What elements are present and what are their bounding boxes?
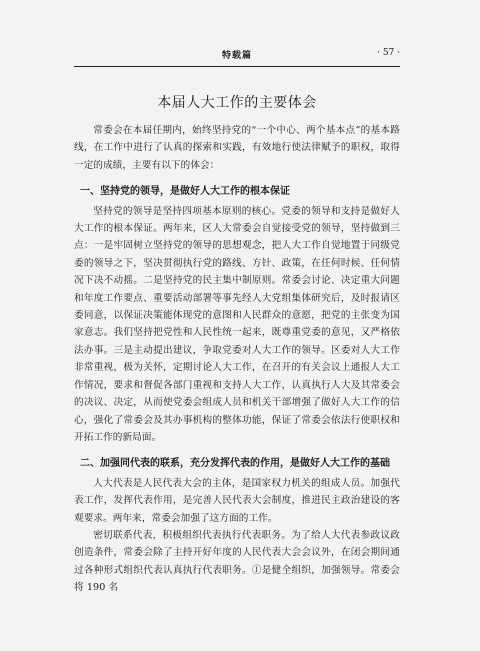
article-body — [74, 122, 400, 597]
section-heading-1: 一、坚持党的领导，是做好人大工作的根本保证 — [80, 186, 290, 198]
section-2-paragraph-1: 人大代表是人民代表大会的主体，是国家权力机关的组成人员。加强代表工作，发挥代表作用，是完善人民代表大会制度，推进民主政治建设的客观要求。两年来，常委会加强了这方面的工作。 — [74, 477, 400, 524]
section-2-paragraph-2: 密切联系代表，积极组织代表执行代表职务。为了给人大代表参政议政创造条件，常委会除了主持开好年度的人民代表大会会议外，在闭会期间通过各种形式组织代表认真执行代表职务。①是健全组织，加强领导。常委会将 190 名 — [74, 529, 400, 594]
section-1-paragraph: 坚持党的领导是坚持四项基本原则的核心。党委的领导和支持是做好人大工作的根本保证。两年来，区人大常委会自觉接受党的领导，坚持做到三点：一是牢固树立坚持党的领导的思想观念，把人大工作自觉地置于同级党委的领导之下，坚决贯彻执行党的路线、方针、政策，在任何时候、任何情况下决不动摇。二是坚持党的民主集中制原则。常委会讨论、决定重大问题和年度工作要点、重要活动部署等事先经人大党组集体研究后，及时报请区委同意，以保证决策能体现党的意图和人民群众的意愿，把党的主张变为国家意志。我们坚持把党性和人民性统一起来，既尊重党委的意见，又严格依法办事。三是主动提出建议，争取党委对人大工作的领导。区委对人大工作非常重视，极为关怀，定期讨论人大工作，在召开的有关会议上通报人大工作情况，要求和督促各部门重视和支持人大工作，认真执行人大及其常委会的决议、决定，从而使党委会组成人员和机关干部增强了做好人大工作的信心，强化了常委会及其办事机构的整体功能，保证了常委会依法行使职权和开拓工作的新局面。 — [74, 205, 400, 443]
article-title: 本届人大工作的主要体会 — [157, 95, 317, 111]
page-header — [74, 48, 400, 64]
header-rule — [74, 66, 400, 67]
spacer — [74, 446, 400, 452]
spacer — [74, 174, 400, 180]
intro-paragraph: 常委会在本届任期内，始终坚持党的“一个中心、两个基本点”的基本路线，在工作中进行了认真的探索和实践，有效地行使法律赋予的职权，取得一定的成绩，主要有以下的体会： — [74, 125, 400, 171]
section-label: 特载篇 — [221, 51, 252, 61]
page-number: · 57 · — [377, 48, 400, 58]
section-heading-2: 二、加强同代表的联系，充分发挥代表的作用，是做好人大工作的基础 — [80, 458, 390, 470]
